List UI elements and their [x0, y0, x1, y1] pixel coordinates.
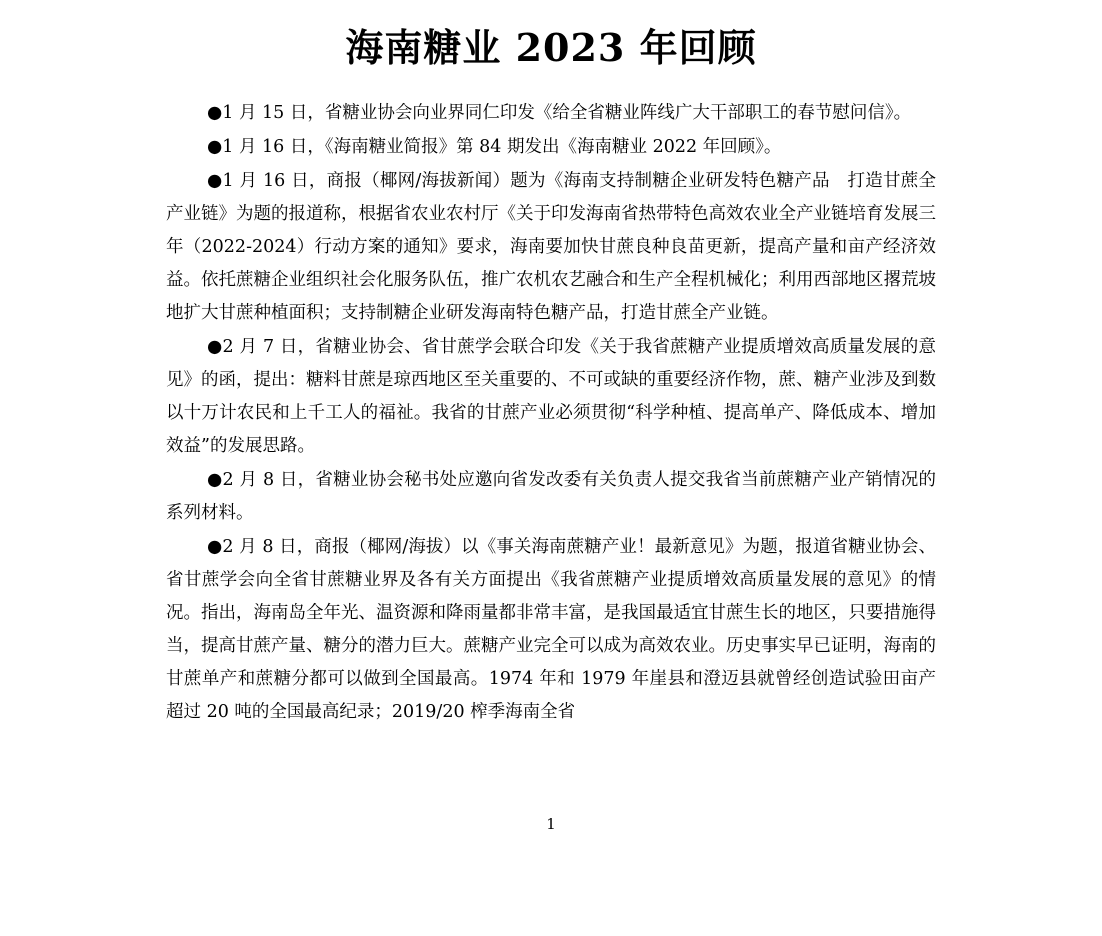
document-title: 海南糖业 2023 年回顾: [345, 25, 757, 70]
paragraph-feb-8-report: ●2 月 8 日，商报（椰网/海拔）以《事关海南蔗糖产业！最新意见》为题，报道省糖业协会、省甘蔗学会向全省甘蔗糖业界及各有关方面提出《我省蔗糖产业提质增效高质量发展的意见》的情况。指出，海南岛全年光、温资源和降雨量都非常丰富，是我国最适宜甘蔗生长的地区，只要措施得当，提高甘蔗产量、糖分的潜力巨大。蔗糖产业完全可以成为高效农业。历史事实早已证明，海南的甘蔗单产和蔗糖分都可以做到全国最高。1974 年和 1979 年崖县和澄迈县就曾经创造试验田亩产超过 20 吨的全国最高纪录；2019/20 榨季海南全省: [166, 537, 936, 722]
paragraph-jan-16-bulletin: ●1 月 16 日，《海南糖业简报》第 84 期发出《海南糖业 2022 年回顾》。: [207, 137, 782, 157]
paragraph-jan-15: ●1 月 15 日，省糖业协会向业界同仁印发《给全省糖业阵线广大干部职工的春节慰问信》。: [207, 103, 912, 123]
paragraph-feb-7: ●2 月 7 日，省糖业协会、省甘蔗学会联合印发《关于我省蔗糖产业提质增效高质量发展的意见》的函，提出：糖料甘蔗是琼西地区至关重要的、不可或缺的重要经济作物，蔗、糖产业涉及到数以十万计农民和上千工人的福祉。我省的甘蔗产业必须贯彻“科学种植、提高单产、降低成本、增加效益”的发展思路。: [166, 337, 936, 456]
document-body: [166, 97, 936, 730]
paragraph-jan-16-report: ●1 月 16 日，商报（椰网/海拔新闻）题为《海南支持制糖企业研发特色糖产品 打造甘蔗全产业链》为题的报道称，根据省农业农村厅《关于印发海南省热带特色高效农业全产业链培育发展三年（2022-2024）行动方案的通知》要求，海南要加快甘蔗良种良苗更新，提高产量和亩产经济效益。依托蔗糖企业组织社会化服务队伍，推广农机农艺融合和生产全程机械化；利用西部地区撂荒坡地扩大甘蔗种植面积；支持制糖企业研发海南特色糖产品，打造甘蔗全产业链。: [166, 171, 936, 323]
paragraph-feb-8-materials: ●2 月 8 日，省糖业协会秘书处应邀向省发改委有关负责人提交我省当前蔗糖产业产销情况的系列材料。: [166, 470, 936, 523]
page-number: 1: [546, 815, 556, 833]
